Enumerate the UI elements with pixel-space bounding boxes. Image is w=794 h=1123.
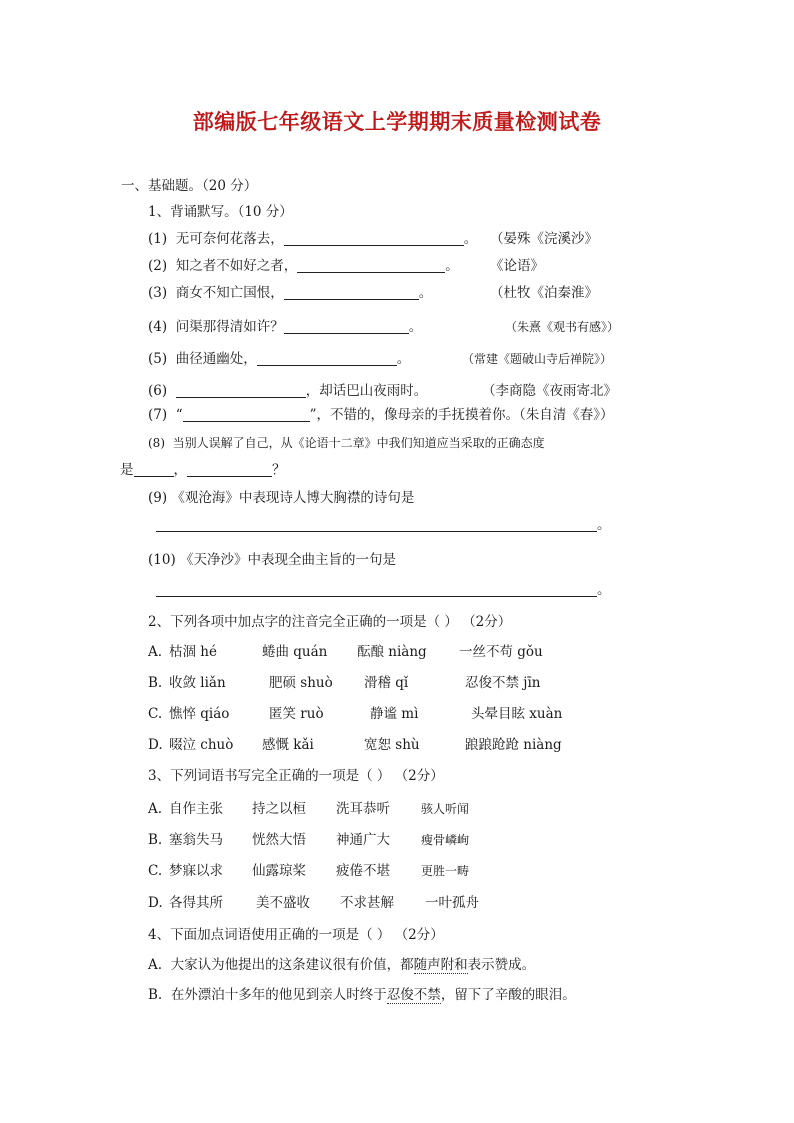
option-word: 头晕目眩 xuàn [471,706,563,722]
option-word: 瘦骨嶙峋 [421,833,470,847]
answer-line[interactable] [156,596,597,597]
option-label: C. [148,863,163,879]
question-1-heading: 1、背诵默写。（10 分） [148,204,293,220]
question-4-heading: 4、下面加点词语使用正确的一项是（ ） （2分） [148,927,444,943]
recite-item: (2) 知之者不如好之者， 。 [148,258,459,274]
option-word: 蜷曲 quán [262,644,328,660]
option-word: 酝酿 niàng [357,644,427,660]
option-sentence: B. 在外漂泊十多年的他见到亲人时终于忍俊不禁，留下了辛酸的眼泪。 [148,987,576,1003]
source-citation: （李商隐《夜雨寄北》 [482,383,617,399]
question-2-heading: 2、下列各项中加点字的注音完全正确的一项是（ ） （2分） [148,614,512,630]
option-word: 滑稽 qǐ [364,675,409,691]
option-sentence: A. 大家认为他提出的这条建议很有价值，都随声附和表示赞成。 [148,957,536,973]
option-label: B. [148,832,163,848]
source-citation: （朱熹《观书有感》） [505,320,620,334]
answer-blank[interactable] [134,462,174,477]
option-word: 仙露琼桨 [252,863,306,879]
answer-blank[interactable] [187,462,272,477]
recite-item: (3) 商女不知亡国恨， 。 [148,285,433,301]
option-word: 忍俊不禁 jīn [465,675,541,691]
dotted-phrase: 忍俊不禁 [386,987,441,1003]
option-label: A. [148,644,163,660]
option-word: 自作主张 [169,801,223,817]
answer-line[interactable] [156,531,597,532]
option-word: 匿笑 ruò [269,706,324,722]
option-word: 憔悴 qiáo [169,706,230,722]
page-title: 部编版七年级语文上学期期末质量检测试卷 [192,110,602,134]
question-3-heading: 3、下列词语书写完全正确的一项是（ ） （2分） [148,768,444,784]
option-label: D. [148,895,163,911]
option-word: 持之以桓 [252,801,306,817]
recite-item: (9) 《观沧海》中表现诗人博大胸襟的诗句是 [148,490,415,506]
option-label: D. [148,737,163,753]
option-label: B. [148,675,163,691]
option-word: 感慨 kǎi [262,737,314,753]
option-word: 啜泣 chuò [169,737,234,753]
option-word: 踉踉跄跄 niàng [465,737,562,753]
option-word: 疲倦不堪 [336,863,390,879]
answer-blank[interactable] [297,258,445,273]
source-citation: （杜牧《泊秦淮》 [490,285,598,301]
option-word: 静谧 mì [370,706,419,722]
option-word: 神通广大 [336,832,390,848]
answer-blank[interactable] [284,231,464,246]
option-word: 收敛 liǎn [169,675,226,691]
option-word: 梦寐以求 [169,863,223,879]
source-citation: 《论语》 [490,258,544,274]
recite-item: (5) 曲径通幽处， 。 [148,351,411,367]
recite-item: (1) 无可奈何花落去， 。 [148,231,478,247]
option-word: 各得其所 [169,895,223,911]
option-word: 骇人听闻 [421,802,470,816]
recite-item: (10) 《天净沙》中表现全曲主旨的一句是 [148,552,397,568]
answer-blank[interactable] [284,285,419,300]
source-citation: （晏殊《浣溪沙》 [490,231,598,247]
option-word: 宽恕 shù [364,737,420,753]
recite-item: (4) 问渠那得清如许？ 。 [148,319,423,335]
recite-item-continuation: 是 ， ？ [120,462,286,478]
option-word: 肥硕 shuò [269,675,333,691]
answer-blank[interactable] [183,407,310,422]
recite-item: (6) ，却话巴山夜雨时。 [148,383,428,399]
option-word: 一叶孤舟 [425,895,479,911]
dotted-phrase: 随声附和 [413,957,468,973]
option-word: 洗耳恭听 [336,801,390,817]
source-citation: （常建《题破山寺后禅院》） [462,352,613,366]
option-label: A. [148,801,163,817]
option-word: 不求甚解 [340,895,394,911]
recite-item: (8) 当别人误解了自己，从《论语十二章》中我们知道应当采取的正确态度 [148,436,545,450]
answer-blank[interactable] [257,351,397,366]
option-word: 恍然大悟 [252,832,306,848]
section-heading: 一、基础题。（20 分） [121,178,258,194]
period-mark: 。 [597,517,611,533]
option-label: C. [148,706,163,722]
option-word: 枯涸 hé [169,644,217,660]
recite-item: (7) “ ”，不错的，像母亲的手抚摸着你。（朱自清《春》） [148,407,614,423]
answer-blank[interactable] [176,383,306,398]
period-mark: 。 [597,582,611,598]
option-word: 美不盛收 [256,895,310,911]
option-word: 更胜一畴 [421,864,470,878]
option-word: 一丝不苟 gǒu [459,644,543,660]
answer-blank[interactable] [284,319,409,334]
option-word: 塞翁失马 [169,832,223,848]
